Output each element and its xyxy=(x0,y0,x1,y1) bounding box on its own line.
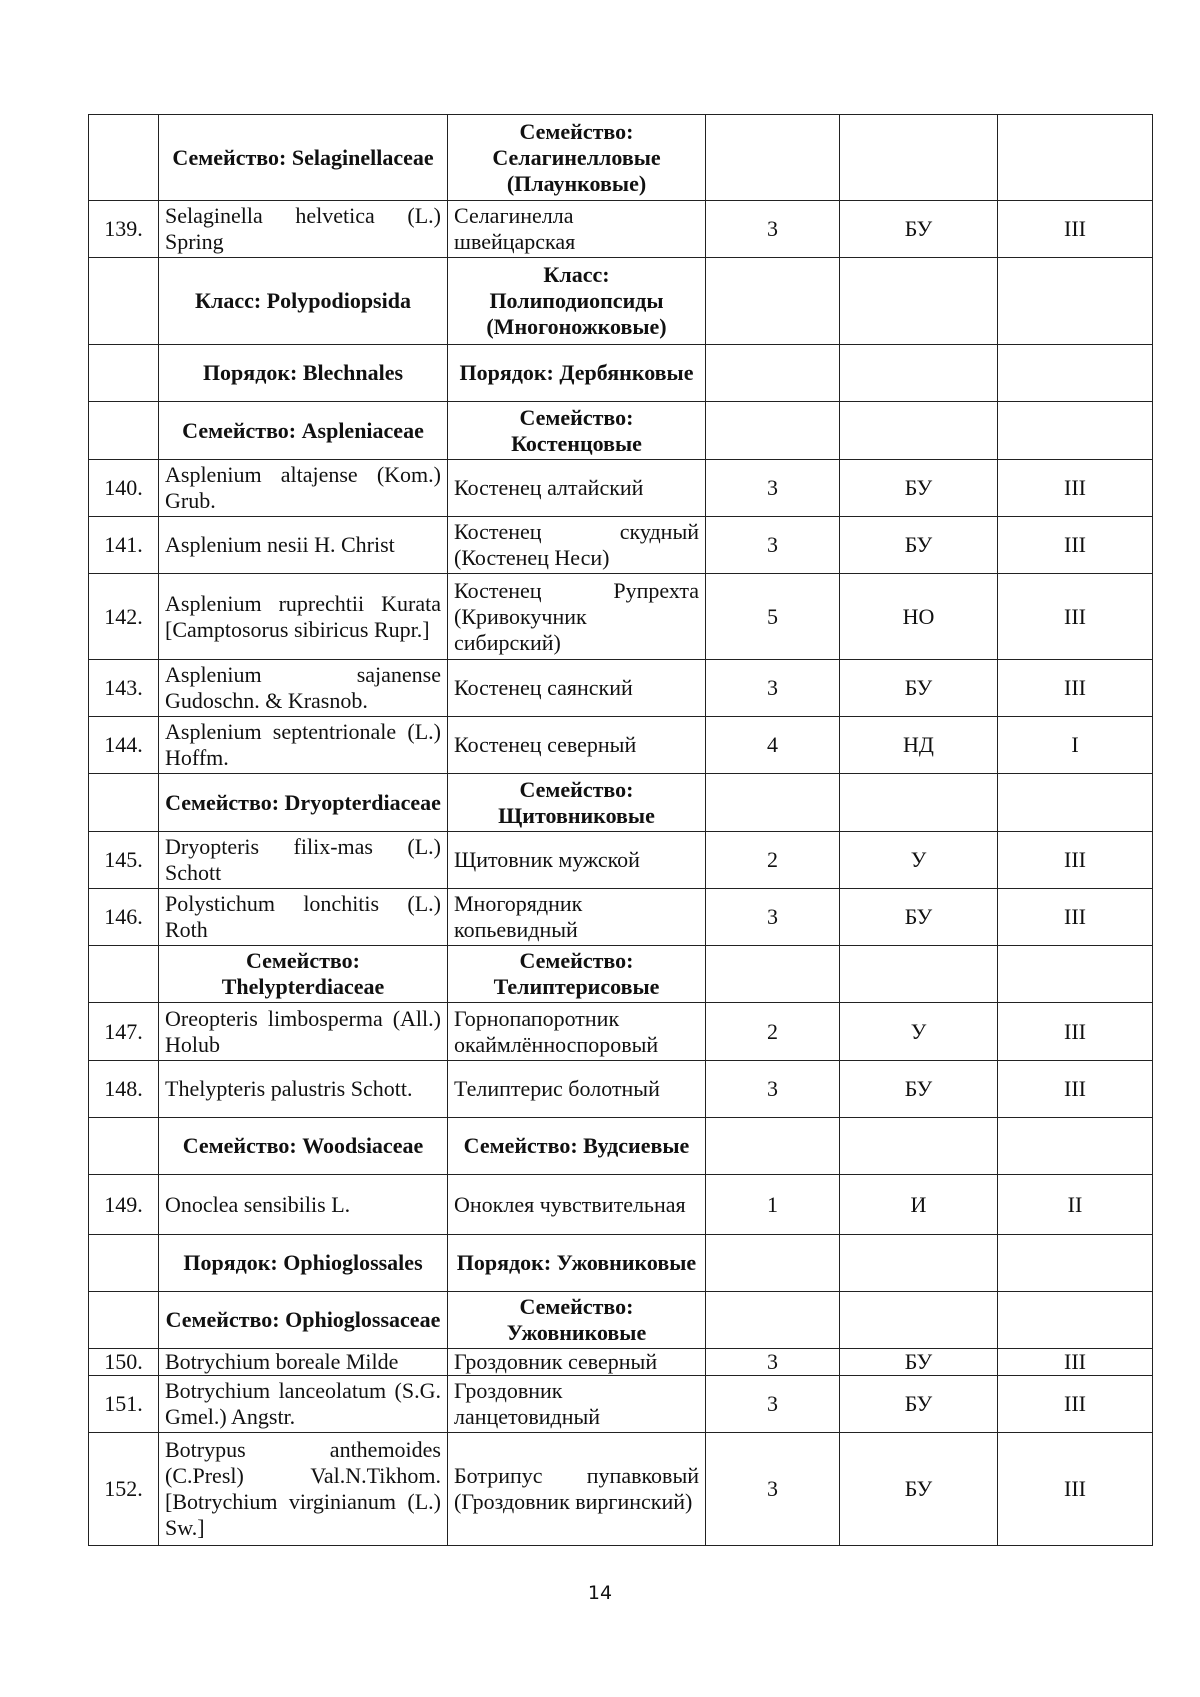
row-number-cell: 151. xyxy=(89,1376,159,1433)
status-cell: БУ xyxy=(840,1376,998,1433)
page-number: 14 xyxy=(587,1582,613,1604)
russian-name-cell: Щитовник мужской xyxy=(448,832,706,889)
row-number-cell: 144. xyxy=(89,717,159,774)
russian-section-header: Семейство: Ужовниковые xyxy=(448,1292,706,1349)
latin-section-header: Порядок: Blechnales xyxy=(159,345,448,402)
russian-name-cell: Костенец скудный (Костенец Неси) xyxy=(448,517,706,574)
status-cell xyxy=(840,402,998,460)
category-cell xyxy=(706,258,840,345)
russian-section-header: Семейство: Щитовниковые xyxy=(448,774,706,832)
latin-section-header: Порядок: Ophioglossales xyxy=(159,1235,448,1292)
row-number-cell: 150. xyxy=(89,1349,159,1376)
category-cell xyxy=(706,1118,840,1175)
russian-section-header: Семейство: Селагинелловые (Плаунковые) xyxy=(448,115,706,201)
russian-name-cell: Многорядник копьевидный xyxy=(448,889,706,946)
table-row xyxy=(89,717,1153,774)
latin-name-cell: Selaginella helvetica (L.) Spring xyxy=(159,201,448,258)
table-row xyxy=(89,1376,1153,1433)
row-number-cell: 148. xyxy=(89,1061,159,1118)
category-cell xyxy=(706,1292,840,1349)
latin-name-cell: Botrychium lanceolatum (S.G. Gmel.) Angstr. xyxy=(159,1376,448,1433)
category-cell: 3 xyxy=(706,201,840,258)
priority-cell: III xyxy=(998,517,1153,574)
table-row xyxy=(89,517,1153,574)
table-row xyxy=(89,201,1153,258)
category-cell xyxy=(706,345,840,402)
latin-name-cell: Oreopteris limbosperma (All.) Holub xyxy=(159,1003,448,1061)
latin-name-cell: Asplenium nesii H. Christ xyxy=(159,517,448,574)
table-row xyxy=(89,946,1153,1003)
russian-name-cell: Гроздовник северный xyxy=(448,1349,706,1376)
status-cell xyxy=(840,946,998,1003)
priority-cell: III xyxy=(998,574,1153,660)
latin-section-header: Семейство: Selaginellaceae xyxy=(159,115,448,201)
table-row xyxy=(89,1061,1153,1118)
species-table xyxy=(88,114,1153,1546)
row-number-cell xyxy=(89,1292,159,1349)
priority-cell xyxy=(998,774,1153,832)
row-number-cell: 145. xyxy=(89,832,159,889)
latin-name-cell: Asplenium sajanense Gudoschn. & Krasnob. xyxy=(159,660,448,717)
row-number-cell xyxy=(89,345,159,402)
latin-name-cell: Botrypus anthemoides (C.Presl) Val.N.Tikhom. [Botrychium virginianum (L.) Sw.] xyxy=(159,1433,448,1546)
table-row xyxy=(89,1235,1153,1292)
category-cell xyxy=(706,946,840,1003)
table-row xyxy=(89,574,1153,660)
latin-name-cell: Thelypteris palustris Schott. xyxy=(159,1061,448,1118)
row-number-cell: 146. xyxy=(89,889,159,946)
priority-cell: III xyxy=(998,832,1153,889)
russian-name-cell: Горнопапоротник окаймлённоспоровый xyxy=(448,1003,706,1061)
latin-name-cell: Asplenium septentrionale (L.) Hoffm. xyxy=(159,717,448,774)
priority-cell xyxy=(998,402,1153,460)
status-cell: БУ xyxy=(840,460,998,517)
priority-cell xyxy=(998,115,1153,201)
russian-section-header: Семейство: Телиптерисовые xyxy=(448,946,706,1003)
table-row xyxy=(89,1292,1153,1349)
row-number-cell: 147. xyxy=(89,1003,159,1061)
category-cell: 3 xyxy=(706,1376,840,1433)
category-cell xyxy=(706,115,840,201)
category-cell: 3 xyxy=(706,1061,840,1118)
latin-section-header: Семейство: Dryopterdiaceae xyxy=(159,774,448,832)
status-cell: НД xyxy=(840,717,998,774)
table-row xyxy=(89,1349,1153,1376)
status-cell xyxy=(840,258,998,345)
category-cell: 3 xyxy=(706,517,840,574)
category-cell: 3 xyxy=(706,460,840,517)
status-cell: БУ xyxy=(840,517,998,574)
priority-cell xyxy=(998,1292,1153,1349)
category-cell xyxy=(706,402,840,460)
table-row xyxy=(89,1118,1153,1175)
latin-name-cell: Dryopteris filix-mas (L.) Schott xyxy=(159,832,448,889)
status-cell: У xyxy=(840,832,998,889)
latin-section-header: Семейство: Ophioglossaceae xyxy=(159,1292,448,1349)
russian-name-cell: Костенец северный xyxy=(448,717,706,774)
row-number-cell: 143. xyxy=(89,660,159,717)
latin-name-cell: Polystichum lonchitis (L.) Roth xyxy=(159,889,448,946)
category-cell: 4 xyxy=(706,717,840,774)
table-row xyxy=(89,774,1153,832)
table-row xyxy=(89,345,1153,402)
priority-cell: III xyxy=(998,460,1153,517)
category-cell: 2 xyxy=(706,832,840,889)
row-number-cell: 142. xyxy=(89,574,159,660)
table-row xyxy=(89,258,1153,345)
status-cell: НО xyxy=(840,574,998,660)
russian-name-cell: Костенец саянский xyxy=(448,660,706,717)
priority-cell: III xyxy=(998,660,1153,717)
priority-cell xyxy=(998,1235,1153,1292)
status-cell: БУ xyxy=(840,1349,998,1376)
table-row xyxy=(89,460,1153,517)
row-number-cell xyxy=(89,258,159,345)
russian-name-cell: Костенец алтайский xyxy=(448,460,706,517)
status-cell: БУ xyxy=(840,201,998,258)
status-cell xyxy=(840,774,998,832)
priority-cell xyxy=(998,345,1153,402)
priority-cell xyxy=(998,258,1153,345)
russian-section-header: Порядок: Дербянковые xyxy=(448,345,706,402)
status-cell xyxy=(840,1118,998,1175)
table-row xyxy=(89,115,1153,201)
category-cell: 3 xyxy=(706,1349,840,1376)
category-cell xyxy=(706,774,840,832)
priority-cell: I xyxy=(998,717,1153,774)
priority-cell: III xyxy=(998,889,1153,946)
russian-section-header: Класс: Полиподиопсиды (Многоножковые) xyxy=(448,258,706,345)
table-row xyxy=(89,402,1153,460)
table-row xyxy=(89,832,1153,889)
priority-cell: III xyxy=(998,1003,1153,1061)
latin-section-header: Семейство: Thelypterdiaceae xyxy=(159,946,448,1003)
row-number-cell: 141. xyxy=(89,517,159,574)
row-number-cell: 139. xyxy=(89,201,159,258)
table-row xyxy=(89,660,1153,717)
priority-cell: III xyxy=(998,1349,1153,1376)
category-cell: 5 xyxy=(706,574,840,660)
status-cell: БУ xyxy=(840,889,998,946)
row-number-cell xyxy=(89,402,159,460)
status-cell: БУ xyxy=(840,1433,998,1546)
status-cell xyxy=(840,345,998,402)
russian-name-cell: Телиптерис болотный xyxy=(448,1061,706,1118)
russian-name-cell: Оноклея чувствительная xyxy=(448,1175,706,1235)
russian-name-cell: Селагинелла швейцарская xyxy=(448,201,706,258)
latin-name-cell: Asplenium ruprechtii Kurata [Camptosorus sibiricus Rupr.] xyxy=(159,574,448,660)
row-number-cell xyxy=(89,115,159,201)
table-row xyxy=(89,1433,1153,1546)
status-cell: БУ xyxy=(840,1061,998,1118)
row-number-cell: 149. xyxy=(89,1175,159,1235)
category-cell: 2 xyxy=(706,1003,840,1061)
table-row xyxy=(89,889,1153,946)
russian-section-header: Семейство: Костенцовые xyxy=(448,402,706,460)
latin-name-cell: Onoclea sensibilis L. xyxy=(159,1175,448,1235)
category-cell: 1 xyxy=(706,1175,840,1235)
status-cell: БУ xyxy=(840,660,998,717)
russian-name-cell: Гроздовник ланцетовидный xyxy=(448,1376,706,1433)
category-cell: 3 xyxy=(706,889,840,946)
russian-name-cell: Ботрипус пупавковый (Гроздовник виргинский) xyxy=(448,1433,706,1546)
priority-cell: III xyxy=(998,1433,1153,1546)
russian-section-header: Порядок: Ужовниковые xyxy=(448,1235,706,1292)
row-number-cell: 152. xyxy=(89,1433,159,1546)
row-number-cell xyxy=(89,774,159,832)
latin-name-cell: Botrychium boreale Milde xyxy=(159,1349,448,1376)
status-cell xyxy=(840,1292,998,1349)
russian-name-cell: Костенец Рупрехта (Кривокучник сибирский) xyxy=(448,574,706,660)
category-cell: 3 xyxy=(706,1433,840,1546)
table-row xyxy=(89,1175,1153,1235)
latin-section-header: Семейство: Woodsiaceae xyxy=(159,1118,448,1175)
latin-section-header: Семейство: Aspleniaceae xyxy=(159,402,448,460)
row-number-cell xyxy=(89,946,159,1003)
row-number-cell: 140. xyxy=(89,460,159,517)
row-number-cell xyxy=(89,1235,159,1292)
russian-section-header: Семейство: Вудсиевые xyxy=(448,1118,706,1175)
priority-cell: III xyxy=(998,1376,1153,1433)
status-cell: У xyxy=(840,1003,998,1061)
latin-section-header: Класс: Polypodiopsida xyxy=(159,258,448,345)
status-cell: И xyxy=(840,1175,998,1235)
table-row xyxy=(89,1003,1153,1061)
priority-cell xyxy=(998,1118,1153,1175)
priority-cell: II xyxy=(998,1175,1153,1235)
category-cell xyxy=(706,1235,840,1292)
category-cell: 3 xyxy=(706,660,840,717)
latin-name-cell: Asplenium altajense (Kom.) Grub. xyxy=(159,460,448,517)
status-cell xyxy=(840,115,998,201)
status-cell xyxy=(840,1235,998,1292)
priority-cell xyxy=(998,946,1153,1003)
priority-cell: III xyxy=(998,1061,1153,1118)
row-number-cell xyxy=(89,1118,159,1175)
priority-cell: III xyxy=(998,201,1153,258)
